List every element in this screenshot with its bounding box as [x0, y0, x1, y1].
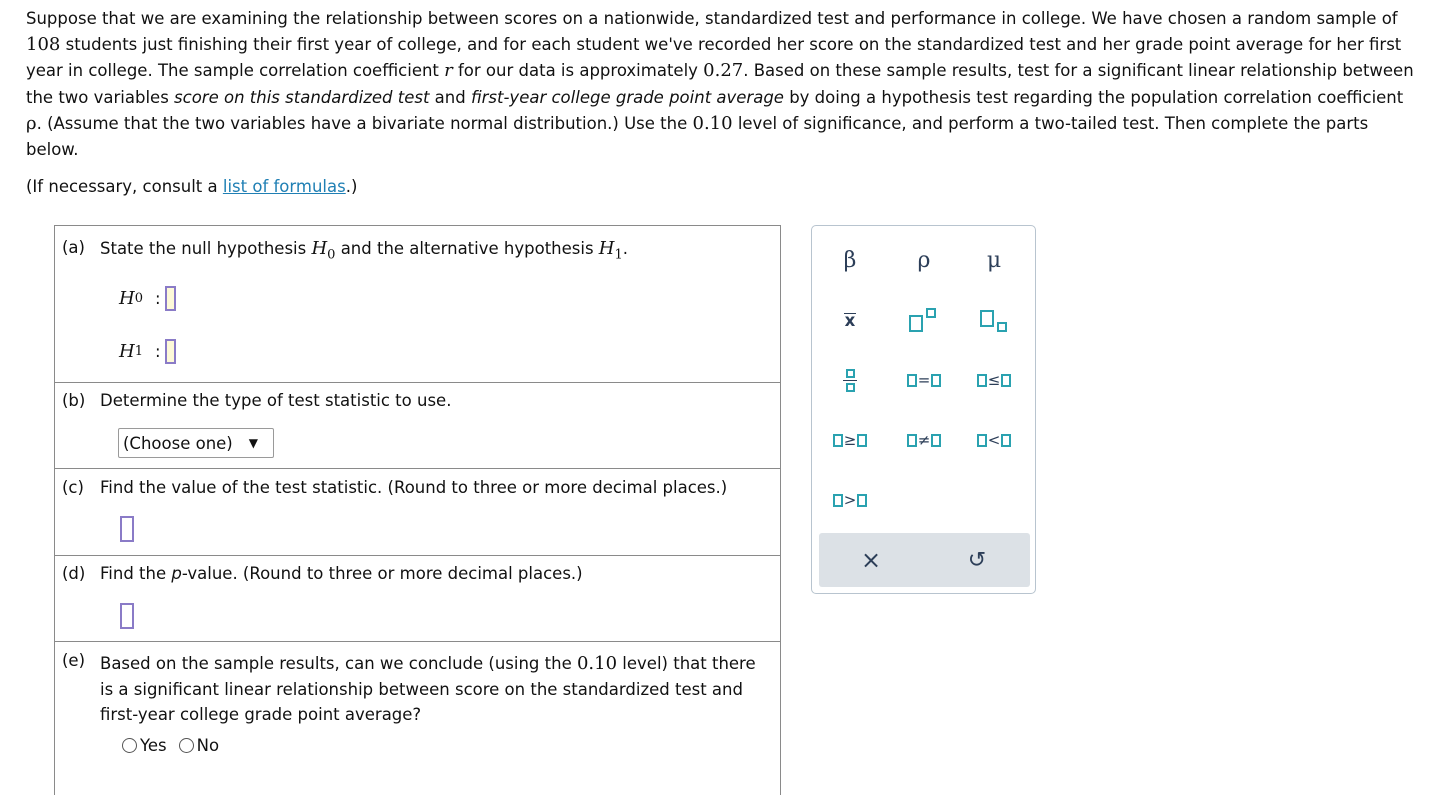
placeholder-icon — [857, 434, 867, 447]
placeholder-icon — [931, 434, 941, 447]
less-than-button[interactable]: < — [964, 420, 1024, 460]
placeholder-icon — [909, 315, 923, 332]
placeholder-icon — [907, 374, 917, 387]
placeholder-icon — [857, 494, 867, 507]
placeholder-icon — [931, 374, 941, 387]
placeholder-icon — [977, 374, 987, 387]
subscript-button[interactable] — [964, 300, 1024, 340]
placeholder-icon — [997, 322, 1007, 332]
placeholder-icon — [1001, 434, 1011, 447]
placeholder-icon — [1001, 374, 1011, 387]
conclusion-radio-group — [122, 736, 219, 755]
placeholder-icon — [980, 310, 994, 327]
p-value-input[interactable] — [120, 603, 134, 629]
part-d: (d) Find the p-value. (Round to three or more decimal places.) — [55, 555, 780, 642]
yes-radio[interactable] — [122, 738, 137, 753]
placeholder-icon — [846, 383, 855, 392]
problem-statement: Suppose that we are examining the relationship between scores on a nationwide, standardized test and performance in college. We have chosen a random sample of 108 students just finishing their first year of college, and for each student we've recorded her score on the standardized test and her grade point average for her first year in college. The sample correlation coefficient r for our data is approximately 0.27. Based on these sample results, test for a significant linear relationship between the two variables score on this standardized test and first-year college grade point average by doing a hypothesis test regarding the population correlation coefficient ρ. (Assume that the two variables have a bivariate normal distribution.) Use the 0.10 level of significance, and perform a two-tailed test. Then complete the parts below. — [26, 9, 1414, 160]
undo-button[interactable] — [947, 540, 1007, 580]
part-e: (e) Based on the sample results, can we conclude (using the 0.10 level) that there is a significant linear relationship between score on the standardized test and first-year college grade point average? Yes No — [62, 651, 756, 755]
equals-button[interactable]: = — [894, 360, 954, 400]
placeholder-icon — [977, 434, 987, 447]
no-radio[interactable] — [179, 738, 194, 753]
superscript-button[interactable] — [894, 300, 954, 340]
yes-option[interactable]: Yes — [122, 736, 167, 755]
part-b: (b) Determine the type of test statistic to use. (Choose one) ▼ — [55, 382, 780, 469]
greater-equal-button[interactable]: ≥ — [820, 420, 880, 460]
formula-note: (If necessary, consult a list of formulas.) — [26, 177, 358, 196]
null-hypothesis-row: H 0 : — [119, 286, 176, 311]
dropdown-arrow-icon: ▼ — [248, 436, 258, 450]
placeholder-icon — [926, 308, 936, 318]
rho-button[interactable]: ρ — [917, 247, 931, 273]
part-a-instructions: State the null hypothesis $H_0$ and the alternative hypothesis $H_1$. — [100, 238, 629, 263]
symbol-palette — [811, 225, 1036, 594]
xbar-button[interactable]: x — [844, 310, 856, 330]
list-of-formulas-link[interactable]: list of formulas — [222, 177, 346, 196]
not-equal-button[interactable]: ≠ — [894, 420, 954, 460]
placeholder-icon — [846, 369, 855, 378]
null-hypothesis-input[interactable] — [165, 286, 176, 311]
test-statistic-input[interactable] — [120, 516, 134, 542]
test-statistic-dropdown[interactable]: (Choose one) ▼ — [118, 428, 274, 458]
mu-button[interactable]: μ — [986, 247, 1002, 273]
placeholder-icon — [907, 434, 917, 447]
undo-icon: ↺ — [967, 547, 987, 573]
beta-button[interactable]: β — [843, 247, 857, 273]
placeholder-icon — [833, 434, 843, 447]
no-option[interactable]: No — [179, 736, 219, 755]
fraction-button[interactable] — [820, 360, 880, 400]
part-c: (c) Find the value of the test statistic. (Round to three or more decimal places.) — [55, 468, 780, 556]
placeholder-icon — [833, 494, 843, 507]
question-parts — [54, 225, 781, 795]
less-equal-button[interactable]: ≤ — [964, 360, 1024, 400]
palette-action-bar — [819, 533, 1030, 587]
alt-hypothesis-input[interactable] — [165, 339, 176, 364]
close-icon: × — [860, 546, 882, 574]
greater-than-button[interactable]: > — [820, 480, 880, 520]
clear-button[interactable] — [841, 540, 901, 580]
alt-hypothesis-row: H 1 : — [119, 339, 176, 364]
part-a: (a) State the null hypothesis $H_0$ and the alternative hypothesis $H_1$. H 0 : H 1 : — [55, 226, 780, 383]
